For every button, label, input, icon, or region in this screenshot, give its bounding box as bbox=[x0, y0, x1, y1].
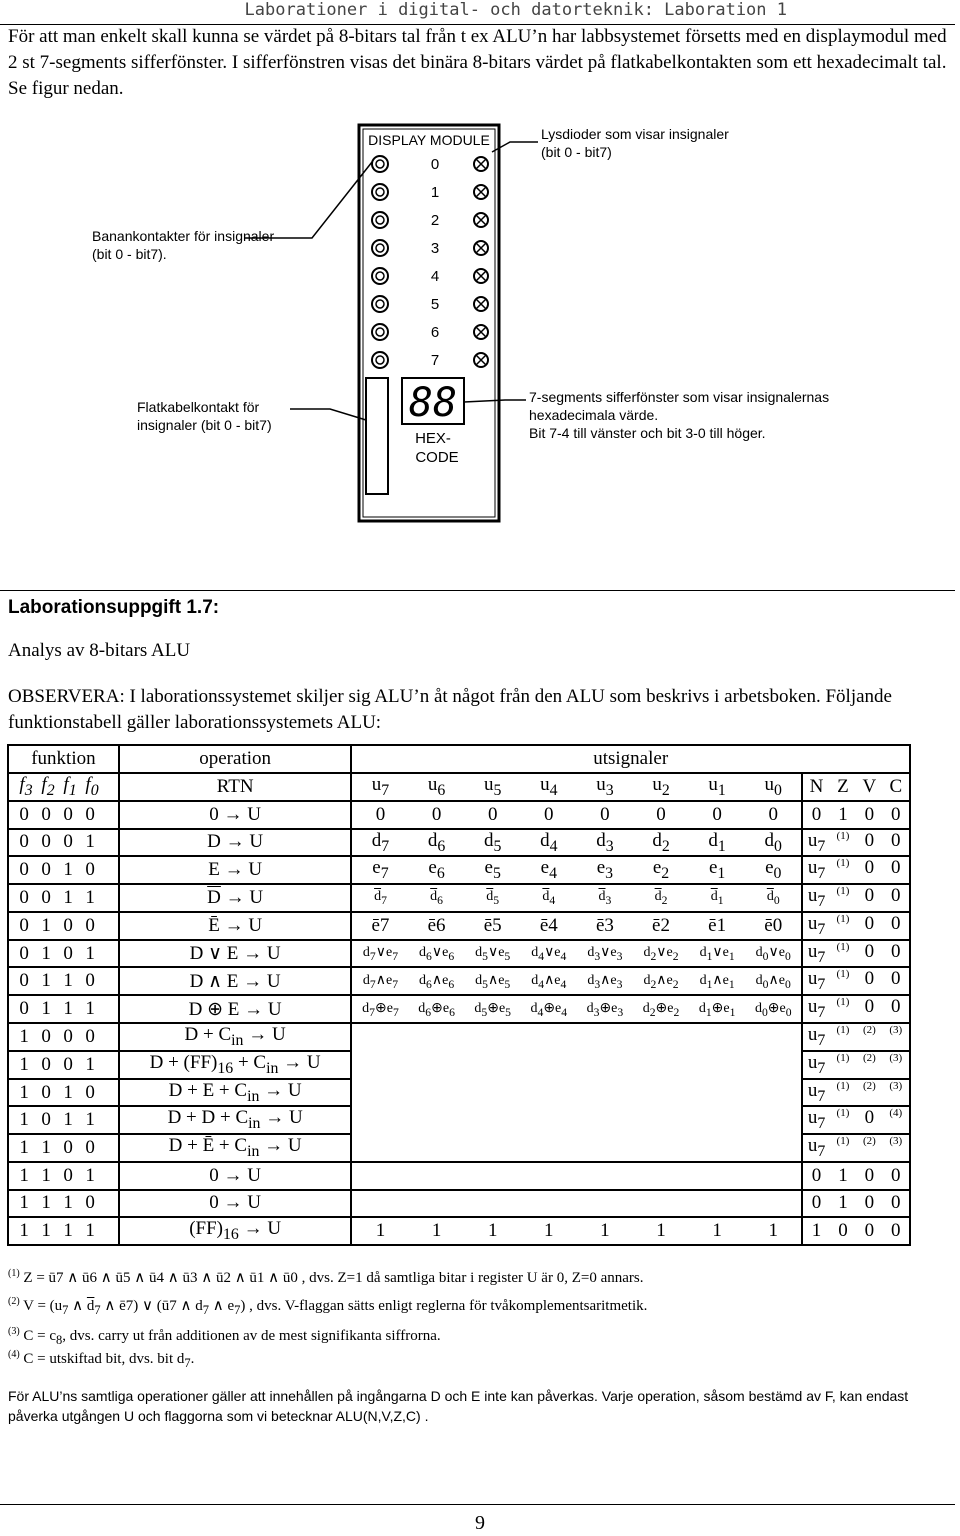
operation-cell: $D + (FF)_{16} + C_{in} \to U$ bbox=[119, 1051, 352, 1079]
u-bits-cell: 0 0 0 0 0 0 0 0 bbox=[351, 801, 802, 829]
flags-cell: 0 1 0 0 bbox=[802, 801, 910, 829]
operation-cell: $D + D + C_{in} \to U$ bbox=[119, 1106, 352, 1134]
table-row bbox=[8, 912, 910, 940]
observation-paragraph: OBSERVERA: I laborationssystemet skiljer sig ALU’n åt något från den ALU som beskrivs i arbetsboken. Följande funktionstabell gäller laborationssystemets ALU: bbox=[8, 686, 892, 733]
u-bits-cell: $d_7\oplus e_7$ $d_6\oplus e_6$ $d_5\oplus e_5$ $d_4\oplus e_4$ $d_3\oplus e_3$ $d_2\oplus e_2$ $d_1\oplus e_1$ $d_0\oplus e_0$ bbox=[351, 995, 802, 1023]
intro-paragraph: För att man enkelt skall kunna se värdet på 8-bitars tal från t ex ALU’n har labbsystemet försetts med en displaymodul med 2 st 7-segments sifferfönster. I sifferfönstren visas det binära 8-bitars värdet på flatkabelkontakten som ett hexadecimalt tal. Se figur nedan. bbox=[8, 26, 947, 99]
flags-cell: $u_7$ $^{(1)}$ $^{(2)}$ $^{(3)}$ bbox=[802, 1023, 910, 1051]
col-header-funktion: funktion bbox=[8, 745, 119, 773]
flags-cell: $u_7$ $^{(1)}$ 0 0 bbox=[802, 884, 910, 912]
footer-divider bbox=[0, 1504, 955, 1505]
banana-connector-6 bbox=[372, 324, 388, 340]
table-row bbox=[8, 801, 910, 829]
bit-label-3: 3 bbox=[430, 240, 440, 257]
flags-cell: $u_7$ $^{(1)}$ 0 0 bbox=[802, 829, 910, 857]
callout-leds-1: Lysdioder som visar insignaler bbox=[541, 126, 729, 142]
f-bits-cell: 0 0 0 1 bbox=[8, 829, 119, 857]
alu-function-table bbox=[7, 744, 911, 1246]
table-row bbox=[8, 1162, 910, 1190]
operation-cell: 0 → U bbox=[119, 1162, 352, 1190]
operation-cell: $D + C_{in} \to U$ bbox=[119, 1023, 352, 1051]
f-bits-cell: 0 0 1 0 bbox=[8, 856, 119, 884]
banana-connector-5 bbox=[372, 296, 388, 312]
callout-seg-3: Bit 7-4 till vänster och bit 3-0 till höger. bbox=[529, 425, 766, 441]
f-bits-cell: 1 0 1 0 bbox=[8, 1079, 119, 1107]
operation-cell: D → U bbox=[119, 829, 352, 857]
u-bits-cell: $d_7$ $d_6$ $d_5$ $d_4$ $d_3$ $d_2$ $d_1$ $d_0$ bbox=[351, 829, 802, 857]
flags-cell: 0 1 0 0 bbox=[802, 1190, 910, 1218]
f-bits-cell: 1 1 1 1 bbox=[8, 1217, 119, 1245]
bit-label-6: 6 bbox=[430, 324, 440, 341]
banana-connector-3 bbox=[372, 240, 388, 256]
f-bits-header: $f_3$ $f_2$ $f_1$ $f_0$ bbox=[8, 773, 119, 801]
footnote-3: $^{(3)}$ $C = c_8$, dvs. carry ut från additionen av de mest signifikanta siffrorna. bbox=[8, 1326, 441, 1347]
col-header-operation: operation bbox=[119, 745, 352, 773]
flags-cell: $u_7$ $^{(1)}$ 0 0 bbox=[802, 967, 910, 995]
callout-seg-2: hexadecimala värde. bbox=[529, 407, 659, 423]
u-bits-empty-cell bbox=[351, 1190, 802, 1218]
f-bits-cell: 1 1 1 0 bbox=[8, 1190, 119, 1218]
footnote-4: $^{(4)}$ C = utskiftad bit, dvs. bit $d_7$. bbox=[8, 1349, 195, 1370]
f-bits-cell: 1 0 1 1 bbox=[8, 1106, 119, 1134]
header-text: Laborationer i digital- och datorteknik: Laboration 1 bbox=[244, 0, 787, 20]
section-heading: Laborationsuppgift 1.7: bbox=[8, 597, 220, 618]
u-bits-header: $u_7$ $u_6$ $u_5$ $u_4$ $u_3$ $u_2$ $u_1$ $u_0$ bbox=[351, 773, 802, 801]
u-bits-cell: $e_7$ $e_6$ $e_5$ $e_4$ $e_3$ $e_2$ $e_1$ $e_0$ bbox=[351, 856, 802, 884]
operation-cell: $\overline{D} \to U$ bbox=[119, 884, 352, 912]
banana-connector-4 bbox=[372, 268, 388, 284]
u-bits-cell: 1 1 1 1 1 1 1 1 bbox=[351, 1217, 802, 1245]
flags-cell: $u_7$ $^{(1)}$ $^{(2)}$ $^{(3)}$ bbox=[802, 1079, 910, 1107]
callout-banana-1: Banankontakter för insignaler bbox=[92, 228, 275, 244]
operation-cell: $D + E + C_{in} \to U$ bbox=[119, 1079, 352, 1107]
bit-label-0: 0 bbox=[430, 156, 440, 173]
flags-cell: 1 0 0 0 bbox=[802, 1217, 910, 1245]
u-bits-cell: $\overline{d}_7$ $\overline{d}_6$ $\overline{d}_5$ $\overline{d}_4$ $\overline{d}_3$ $\overline{d}_2$ $\overline{d}_1$ $\overline{d}_0$ bbox=[351, 884, 802, 912]
f-bits-cell: 0 1 0 1 bbox=[8, 940, 119, 968]
flags-cell: 0 1 0 0 bbox=[802, 1162, 910, 1190]
bit-label-5: 5 bbox=[430, 296, 440, 313]
banana-connector-7 bbox=[372, 352, 388, 368]
table-row bbox=[8, 1190, 910, 1218]
flags-header: N Z V C bbox=[802, 773, 910, 801]
callout-leds-2: (bit 0 - bit7) bbox=[541, 144, 612, 160]
hex-label-1: HEX- bbox=[415, 430, 451, 447]
operation-cell: D ⊕ E → U bbox=[119, 995, 352, 1023]
f-bits-cell: 1 0 0 0 bbox=[8, 1023, 119, 1051]
u-bits-cell: ē7 ē6 ē5 ē4 ē3 ē2 ē1 ē0 bbox=[351, 912, 802, 940]
operation-cell: 0 → U bbox=[119, 1190, 352, 1218]
display-digits: 88 bbox=[408, 380, 458, 426]
leader-banana bbox=[245, 162, 372, 238]
operation-cell: 0 → U bbox=[119, 801, 352, 829]
table-row bbox=[8, 1023, 910, 1051]
table-row bbox=[8, 829, 910, 857]
footer-paragraph: För ALU’ns samtliga operationer gäller att innehållen på ingångarna D och E inte kan påverkas. Varje operation, såsom bestämd av F, kan endast påverka utgången U och flaggorna som vi betecknar ALU(N,V,Z,C) . bbox=[8, 1388, 909, 1424]
callout-flat-2: insignaler (bit 0 - bit7) bbox=[137, 417, 272, 433]
f-bits-cell: 0 1 0 0 bbox=[8, 912, 119, 940]
flags-cell: $u_7$ $^{(1)}$ $^{(2)}$ $^{(3)}$ bbox=[802, 1134, 910, 1162]
hex-label-2: CODE bbox=[415, 449, 459, 466]
table-row bbox=[8, 995, 910, 1023]
u-bits-empty-cell bbox=[351, 1162, 802, 1190]
operation-cell: E → U bbox=[119, 856, 352, 884]
table-row bbox=[8, 940, 910, 968]
f-bits-cell: 1 0 0 1 bbox=[8, 1051, 119, 1079]
operation-cell: D ∧ E → U bbox=[119, 967, 352, 995]
table-row bbox=[8, 1217, 910, 1245]
page-number: 9 bbox=[475, 1512, 485, 1534]
f-bits-cell: 1 1 0 0 bbox=[8, 1134, 119, 1162]
flags-cell: $u_7$ $^{(1)}$ $^{(2)}$ $^{(3)}$ bbox=[802, 1051, 910, 1079]
display-module-figure bbox=[0, 120, 960, 590]
rtn-header: RTN bbox=[119, 773, 352, 801]
u-bits-cell: $d_7\wedge e_7$ $d_6\wedge e_6$ $d_5\wedge e_5$ $d_4\wedge e_4$ $d_3\wedge e_3$ $d_2\wedge e_2$ $d_1\wedge e_1$ $d_0\wedge e_0$ bbox=[351, 967, 802, 995]
flags-cell: $u_7$ $^{(1)}$ 0 0 bbox=[802, 912, 910, 940]
operation-cell: $(FF)_{16} \to U$ bbox=[119, 1217, 352, 1245]
callout-flat-1: Flatkabelkontakt för bbox=[137, 399, 260, 415]
col-header-utsignaler: utsignaler bbox=[351, 745, 910, 773]
flags-cell: $u_7$ $^{(1)}$ 0 $^{(4)}$ bbox=[802, 1106, 910, 1134]
flags-cell: $u_7$ $^{(1)}$ 0 0 bbox=[802, 856, 910, 884]
flags-cell: $u_7$ $^{(1)}$ 0 0 bbox=[802, 995, 910, 1023]
module-title: DISPLAY MODULE bbox=[368, 132, 490, 148]
banana-connector-0 bbox=[372, 156, 388, 172]
bit-label-7: 7 bbox=[430, 352, 440, 369]
f-bits-cell: 0 1 1 0 bbox=[8, 967, 119, 995]
display-module-diagram bbox=[0, 120, 960, 590]
bit-label-4: 4 bbox=[430, 268, 440, 285]
u-bits-cell: $d_7\vee e_7$ $d_6\vee e_6$ $d_5\vee e_5$ $d_4\vee e_4$ $d_3\vee e_3$ $d_2\vee e_2$ $d_1\vee e_1$ $d_0\vee e_0$ bbox=[351, 940, 802, 968]
section-title: Analys av 8-bitars ALU bbox=[8, 640, 191, 661]
banana-connector-2 bbox=[372, 212, 388, 228]
operation-cell: D ∨ E → U bbox=[119, 940, 352, 968]
table-row bbox=[8, 967, 910, 995]
u-bits-blank-cell bbox=[351, 1023, 802, 1162]
section-divider bbox=[0, 590, 955, 591]
f-bits-cell: 1 1 0 1 bbox=[8, 1162, 119, 1190]
bit-label-1: 1 bbox=[430, 184, 440, 201]
flags-cell: $u_7$ $^{(1)}$ 0 0 bbox=[802, 940, 910, 968]
footnote-1: $^{(1)}$ Z = ū7 ∧ ū6 ∧ ū5 ∧ ū4 ∧ ū3 ∧ ū2 ∧ ū1 ∧ ū0 , dvs. Z=1 då samtliga bitar i register U är 0, Z=0 annars. bbox=[8, 1268, 644, 1286]
f-bits-cell: 0 0 0 0 bbox=[8, 801, 119, 829]
bit-label-2: 2 bbox=[430, 212, 440, 229]
banana-connector-1 bbox=[372, 184, 388, 200]
operation-cell: D + Ē + $C_{in} \to U$ bbox=[119, 1134, 352, 1162]
f-bits-cell: 0 1 1 1 bbox=[8, 995, 119, 1023]
footnote-2: $^{(2)}$ $V = (u_7$ ∧ $\overline{d}_7$ ∧ ē7) ∨ (ū7 ∧ $d_7$ ∧ $e_7$) , dvs. V-flaggan sätts enligt reglerna för tvåkomplementsaritmetik. bbox=[8, 1296, 648, 1317]
leader-flat bbox=[290, 409, 366, 420]
callout-seg-1: 7-segments sifferfönster som visar insignalernas bbox=[529, 389, 830, 405]
table-row bbox=[8, 856, 910, 884]
f-bits-cell: 0 0 1 1 bbox=[8, 884, 119, 912]
operation-cell: Ē → U bbox=[119, 912, 352, 940]
page-header bbox=[0, 0, 955, 25]
callout-banana-2: (bit 0 - bit7). bbox=[92, 246, 167, 262]
table-row bbox=[8, 884, 910, 912]
